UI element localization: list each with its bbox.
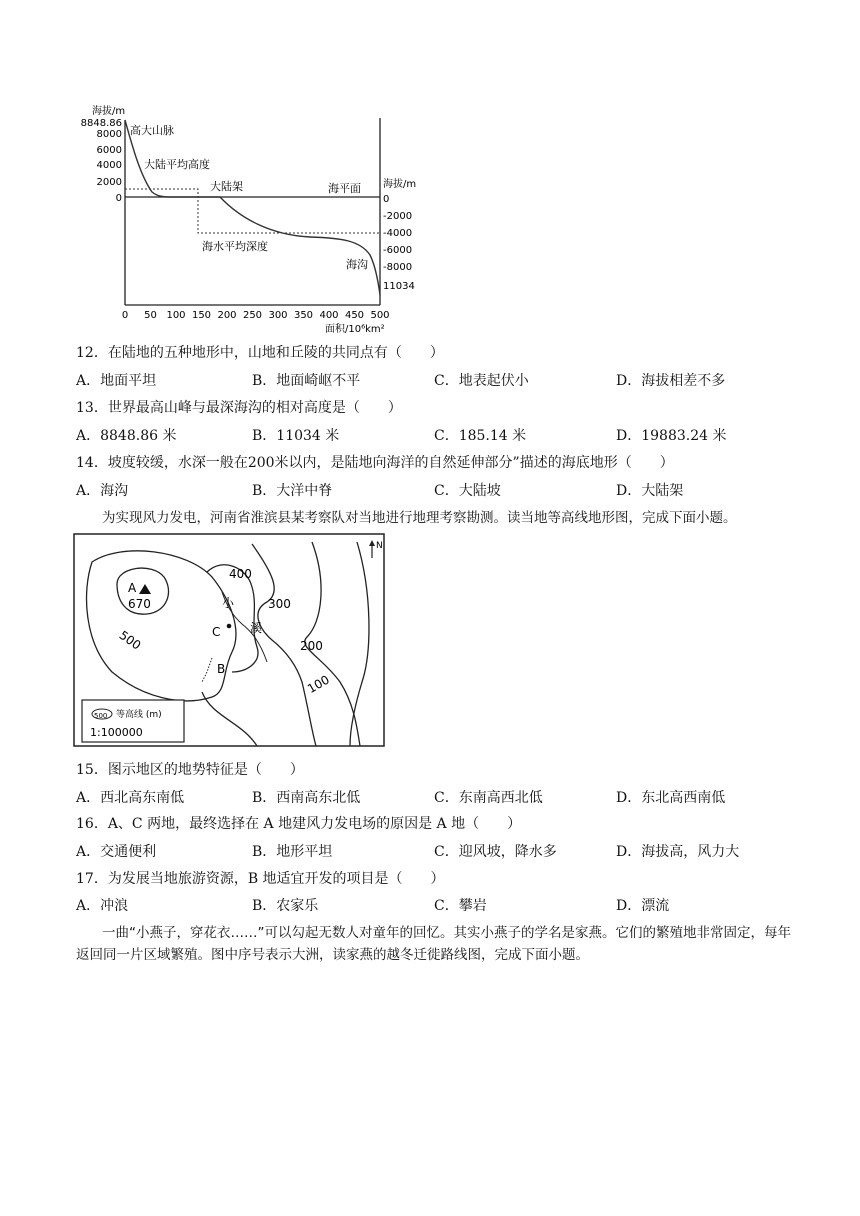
right-axis-title: 海拔/m — [383, 179, 417, 190]
option[interactable]: B．大洋中脊 — [252, 483, 333, 499]
peak-value: 670 — [128, 597, 151, 611]
legend-label: 等高线 (m) — [116, 710, 162, 720]
peak-label: A — [128, 581, 137, 595]
x-tick: 350 — [293, 310, 314, 321]
option[interactable]: B．地面崎岖不平 — [252, 373, 361, 389]
right-tick: 0 — [383, 194, 390, 205]
north-label: N — [376, 541, 383, 551]
contour-label-200: 200 — [300, 639, 323, 653]
hypsometric-chart — [70, 100, 420, 340]
avg-depth-label: 海水平均深度 — [202, 240, 268, 253]
x-tick: 250 — [242, 310, 263, 321]
sea-level-label: 海平面 — [328, 182, 361, 195]
option[interactable]: C．大陆坡 — [434, 483, 501, 499]
x-tick: 150 — [191, 310, 212, 321]
x-axis-title: 面积/10⁶km² — [325, 324, 385, 335]
x-tick: 50 — [144, 310, 157, 321]
option[interactable]: C．地表起伏小 — [434, 373, 529, 389]
intro-paragraph-2: 一曲“小燕子，穿花衣……”可以勾起无数人对童年的回忆。其实小燕子的学名是家燕。它们的繁殖地非常固定，每年返回同一片区域繁殖。图中序号表示大洲，读家燕的越冬迁徙路线图，完成下面小题。 — [76, 925, 791, 963]
shelf-label: 大陆架 — [210, 180, 243, 193]
avg-height-label: 大陆平均高度 — [144, 158, 210, 171]
option[interactable]: B．11034 米 — [252, 428, 340, 444]
x-tick: 300 — [268, 310, 288, 321]
option[interactable]: B．西南高东北低 — [252, 790, 361, 806]
question-12-stem: 12．在陆地的五种地形中，山地和丘陵的共同点有（ ） — [76, 345, 444, 361]
right-tick: -2000 — [383, 211, 413, 222]
left-tick: 8848.86 — [80, 118, 122, 129]
option[interactable]: C．东南高西北低 — [434, 790, 543, 806]
left-tick: 6000 — [96, 145, 122, 156]
mountain-label: 高大山脉 — [130, 124, 174, 137]
legend-value: 500 — [94, 712, 108, 720]
average-lines — [125, 189, 380, 233]
right-tick: -6000 — [383, 245, 413, 256]
contour-label-300: 300 — [268, 597, 291, 611]
question-16-stem: 16．A、C 两地，最终选择在 A 地建风力发电场的原因是 A 地（ ） — [76, 816, 522, 832]
option[interactable]: D．19883.24 米 — [616, 428, 727, 444]
contour-label-400: 400 — [229, 567, 252, 581]
point-c-marker — [227, 624, 232, 629]
x-tick: 450 — [344, 310, 365, 321]
point-b-label: B — [217, 662, 226, 676]
contour-label-500: 500 — [116, 627, 144, 653]
option[interactable]: D．东北高西南低 — [616, 790, 726, 806]
right-tick: 11034 — [383, 281, 415, 292]
river-label-2: 溪 — [250, 621, 263, 635]
x-tick: 400 — [319, 310, 339, 321]
question-17-stem: 17．为发展当地旅游资源，B 地适宜开发的项目是（ ） — [76, 871, 445, 887]
left-axis-title: 海拔/m — [92, 106, 126, 117]
river-label-1: 小 — [222, 596, 235, 610]
intro-paragraph-1: 为实现风力发电，河南省淮滨县某考察队对当地进行地理考察勘测。读当地等高线地形图，完成下面小题。 — [102, 510, 737, 526]
option[interactable]: A．地面平坦 — [76, 373, 157, 389]
option[interactable]: C．185.14 米 — [434, 428, 527, 444]
right-tick: -4000 — [383, 228, 413, 239]
option[interactable]: C．攀岩 — [434, 898, 487, 914]
contour-label-100: 100 — [305, 672, 332, 697]
option[interactable]: A．8848.86 米 — [76, 428, 177, 444]
map-scale: 1:100000 — [90, 726, 143, 739]
option[interactable]: A．冲浪 — [76, 898, 129, 914]
left-tick: 4000 — [96, 160, 122, 171]
x-tick: 100 — [166, 310, 186, 321]
point-c-label: C — [212, 625, 221, 639]
option[interactable]: A．西北高东南低 — [76, 790, 185, 806]
hypsometric-curve — [125, 120, 380, 295]
option[interactable]: D．漂流 — [616, 898, 670, 914]
x-tick: 500 — [370, 310, 390, 321]
x-tick: 0 — [121, 310, 129, 321]
trench-label: 海沟 — [346, 258, 368, 271]
contour-map — [72, 532, 388, 752]
option[interactable]: B．地形平坦 — [252, 844, 333, 860]
option[interactable]: C．迎风坡，降水多 — [434, 844, 557, 860]
question-14-stem: 14．坡度较缓，水深一般在200米以内，是陆地向海洋的自然延伸部分”描述的海底地形（ ） — [76, 455, 674, 471]
left-tick: 0 — [115, 193, 122, 204]
option[interactable]: D．海拔高，风力大 — [616, 844, 740, 860]
option[interactable]: A．海沟 — [76, 483, 129, 499]
option[interactable]: B．农家乐 — [252, 898, 319, 914]
question-13-stem: 13．世界最高山峰与最深海沟的相对高度是（ ） — [76, 400, 402, 416]
left-tick: 8000 — [96, 129, 122, 140]
option[interactable]: D．海拔相差不多 — [616, 373, 726, 389]
x-tick: 200 — [217, 310, 237, 321]
right-tick: -8000 — [383, 262, 413, 273]
question-15-stem: 15．图示地区的地势特征是（ ） — [76, 762, 304, 778]
left-tick: 2000 — [96, 177, 122, 188]
option[interactable]: A．交通便利 — [76, 844, 157, 860]
option[interactable]: D．大陆架 — [616, 483, 684, 499]
